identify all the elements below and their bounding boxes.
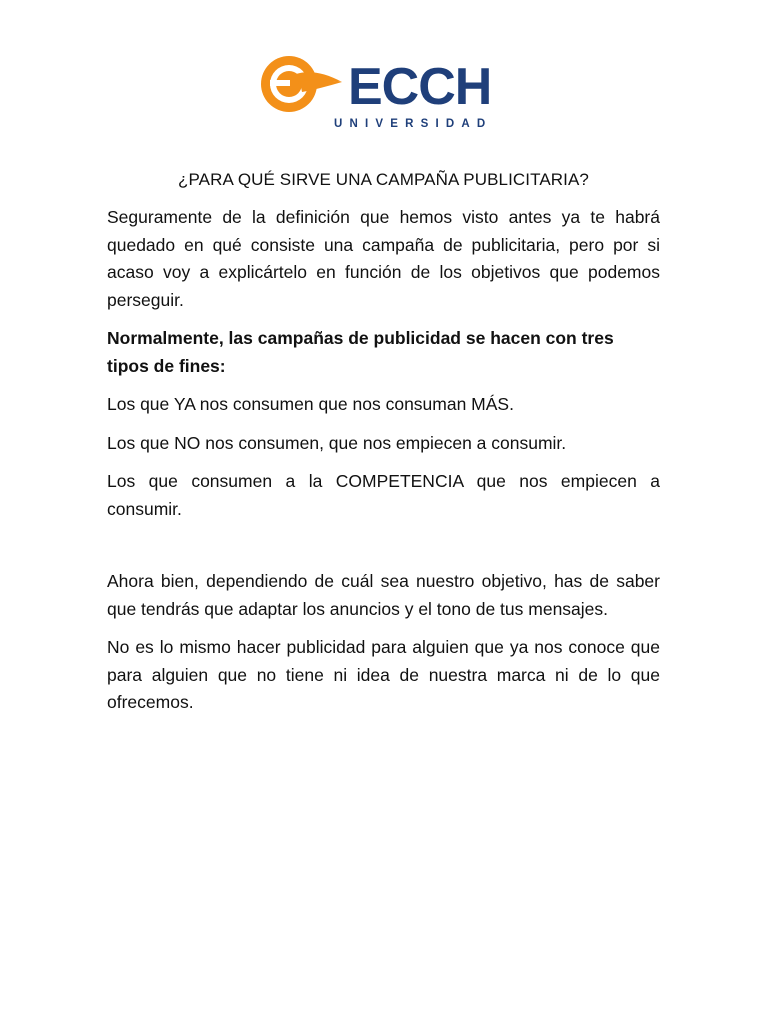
paragraph-objective-1: Los que YA nos consumen que nos consuman MÁS.: [107, 394, 514, 414]
paragraph-intro: Seguramente de la definición que hemos visto antes ya te habrá quedado en qué consiste una campaña de publicitaria, pero por si acaso voy a explicártelo en función de los objetivos que podemos perseguir.: [107, 207, 660, 310]
paragraph-objective-2: Los que NO nos consumen, que nos empiecen a consumir.: [107, 432, 567, 453]
blank-line: [107, 534, 660, 568]
paragraph-adapt: Ahora bien, dependiendo de cuál sea nuestro objetivo, has de saber que tendrás que adaptar los anuncios y el tono de tus mensajes.: [107, 571, 660, 619]
page-title: ¿PARA QUÉ SIRVE UNA CAMPAÑA PUBLICITARIA?: [178, 170, 589, 189]
logo-emblem-icon: [261, 56, 342, 112]
logo-sub-text: UNIVERSIDAD: [334, 118, 493, 130]
logo-graphic: [256, 52, 506, 132]
paragraph-heading-fines: Normalmente, las campañas de publicidad se hacen con tres tipos de fines:: [107, 328, 614, 376]
logo-brand-text: ECCH: [348, 58, 492, 116]
paragraph-objective-3: Los que consumen a la COMPETENCIA que nos empiecen a consumir.: [107, 471, 660, 519]
ecch-universidad-logo: [256, 52, 506, 132]
paragraph-audience: No es lo mismo hacer publicidad para alguien que ya nos conoce que para alguien que no tiene ni idea de nuestra marca ni de lo que ofrecemos.: [107, 637, 660, 712]
document-body: [107, 168, 660, 728]
